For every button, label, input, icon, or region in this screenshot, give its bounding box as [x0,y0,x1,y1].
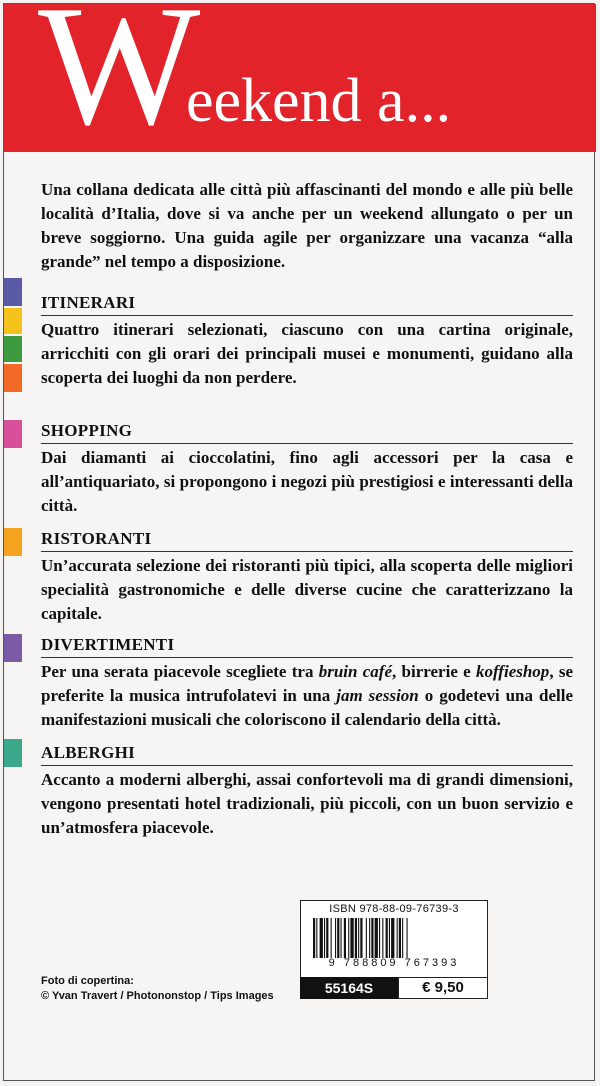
barcode-digits: 9 788809 767393 [328,957,460,969]
barcode-bar [407,918,408,958]
section-text: Accanto a moderni alberghi, assai confortevoli ma di grandi dimensioni, vengono presentati hotel tradizionali, più piccoli, con un buon servizio e un’atmosfera piacevole. [41,770,573,837]
barcode-bar [324,918,325,958]
barcode-bar [337,918,339,958]
tab-ristoranti [4,528,22,556]
tab-itinerari-orange [4,364,22,392]
section-text: Quattro itinerari selezionati, ciascuno con una cartina originale, arricchiti con gli orari dei principali musei e monumenti, guidano alla scoperta dei luoghi da non perdere. [41,320,573,387]
tab-shopping [4,420,22,448]
barcode-bar [350,918,353,958]
intro-paragraph: Una collana dedicata alle città più affascinanti del mondo e alle più belle località d’Italia, dove si va anche per un weekend allungato o per un breve soggiorno. Una guida agile per organizzare una vacanza “alla grande” nel tempo a disposizione. [41,180,573,271]
photo-credit [41,974,274,1004]
barcode-bar [344,918,346,958]
title-initial: W [38,4,201,152]
section-text: Per una serata piacevole scegliete tra bruin café, birrerie e koffieshop, se preferite la musica intrufolatevi in una jam session o godetevi una delle manifestazioni musicali che coloriscono il calendario della città. [41,662,573,729]
barcode-bar [397,918,398,958]
price-tag: € 9,50 [398,977,488,999]
section-title: ITINERARI [41,292,573,316]
barcode-bar [355,918,357,958]
section-title: DIVERTIMENTI [41,634,573,658]
section-itinerari [41,292,573,390]
barcode [300,900,488,978]
barcode-bar [386,918,388,958]
credit-names: © Yvan Travert / Photononstop / Tips Images [41,990,274,1002]
tab-divertimenti [4,634,22,662]
section-title: ALBERGHI [41,742,573,766]
barcode-bar [320,918,323,958]
barcode-bar [389,918,390,958]
header-banner [4,4,596,152]
section-text: Dai diamanti ai cioccolatini, fino agli accessori per la casa e all’antiquariato, si propongono i negozi più prestigiosi e interessanti della città. [41,448,573,515]
barcode-bar [341,918,342,958]
barcode-bar [348,918,349,958]
barcode-bar [399,918,401,958]
barcode-bar [369,918,370,958]
section-shopping [41,420,573,518]
tab-itinerari-green [4,336,22,362]
barcode-bar [360,918,362,958]
barcode-bar [316,918,317,958]
barcode-bar [402,918,403,958]
tab-itinerari-yellow [4,308,22,334]
barcode-bar [313,918,315,958]
section-ristoranti [41,528,573,626]
tab-itinerari-blue [4,278,22,306]
section-divertimenti [41,634,573,732]
book-back-cover [3,3,595,1081]
credit-label: Foto di copertina: [41,975,134,987]
section-alberghi [41,742,573,840]
barcode-bar [371,918,373,958]
barcode-bars [311,918,483,958]
tab-alberghi [4,739,22,767]
section-text: Un’accurata selezione dei ristoranti più tipici, alla scoperta delle migliori specialità gastronomiche e delle diverse cucine che caratterizzano la capitale. [41,556,573,623]
barcode-bar [335,918,336,958]
barcode-bar [382,918,383,958]
barcode-bar [379,918,380,958]
barcode-bar [366,918,367,958]
product-code: 55164S [300,977,398,999]
barcode-bar [331,918,332,958]
barcode-bar [391,918,394,958]
isbn-label: ISBN 978-88-09-76739-3 [329,903,459,915]
barcode-bar [358,918,359,958]
barcode-bar [326,918,328,958]
barcode-bar [375,918,378,958]
section-title: SHOPPING [41,420,573,444]
series-title: eekend a... [186,67,452,135]
section-title: RISTORANTI [41,528,573,552]
